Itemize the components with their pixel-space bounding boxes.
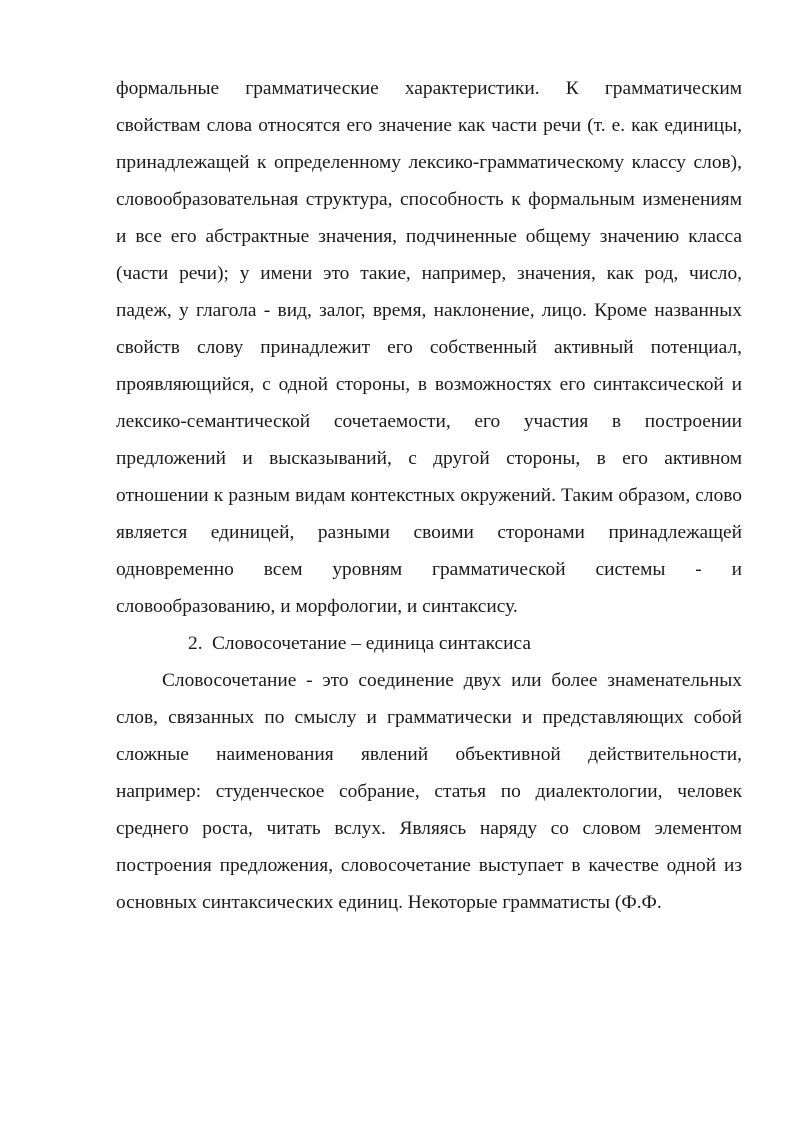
section-heading <box>116 625 742 662</box>
paragraph: Словосочетание - это соединение двух или более знаменательных слов, связанных по смыслу и грамматически и представляющих собой сложные наименования явлений объективной действительности, например: студенческое собрание, статья по диалектологии, человек среднего роста, читать вслух. Являясь наряду со словом элементом построения предложения, словосочетание выступает в качестве одной из основных синтаксических единиц. Некоторые грамматисты (Ф.Ф. <box>116 670 742 913</box>
section-title: Словосочетание – единица синтаксиса <box>212 633 531 654</box>
document-page <box>116 70 742 921</box>
section-number: 2. <box>188 633 203 654</box>
paragraph: формальные грамматические характеристики. К грамматическим свойствам слова относятся его значение как части речи (т. е. как единицы, принадлежащей к определенному лексико-грамматическому классу слов), словообразовательная структура, способность к формальным изменениям и все его абстрактные значения, подчиненные общему значению класса (части речи); у имени это такие, например, значения, как род, число, падеж, у глагола - вид, залог, время, наклонение, лицо. Кроме названных свойств слову принадлежит его собственный активный потенциал, проявляющийся, с одной стороны, в возможностях его синтаксической и лексико-семантической сочетаемости, его участия в построении предложений и высказываний, с другой стороны, в его активном отношении к разным видам контекстных окружений. Таким образом, слово является единицей, разными своими сторонами принадлежащей одновременно всем уровням грамматической системы - и словообразованию, и морфологии, и синтаксису. <box>116 78 742 617</box>
